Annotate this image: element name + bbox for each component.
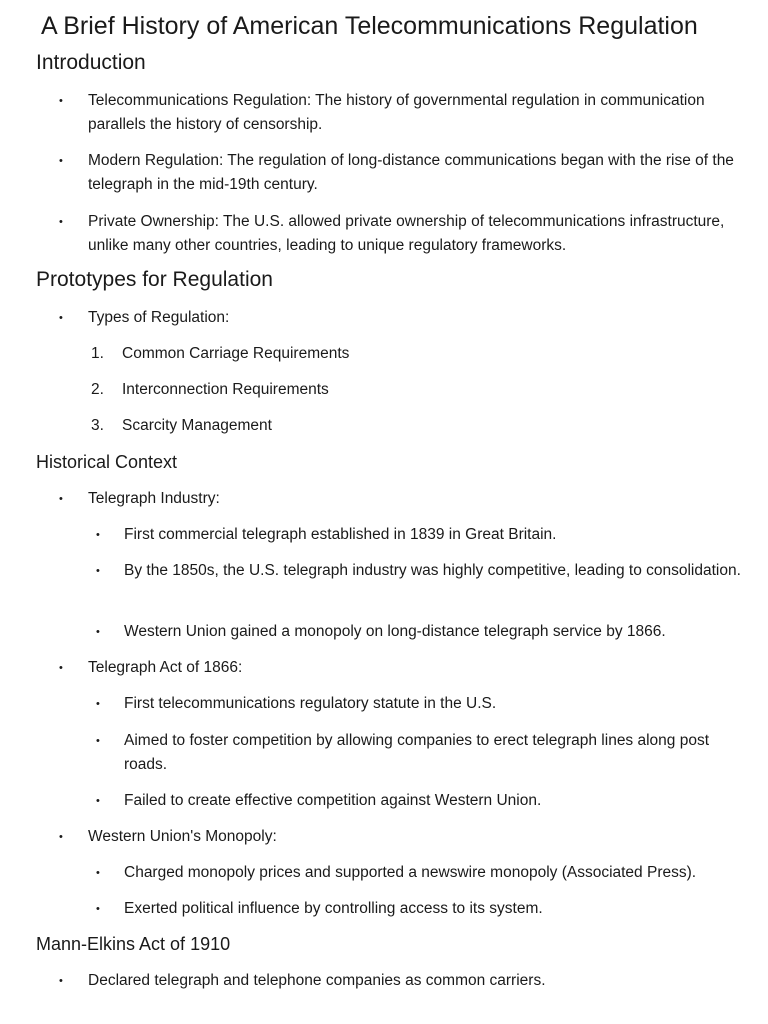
bullet-icon: • <box>59 975 63 987</box>
bullet-icon: • <box>96 529 100 541</box>
list-item: Types of Regulation: <box>88 309 230 326</box>
list-item: Telegraph Industry: <box>88 490 220 507</box>
bullet-icon: • <box>59 493 63 505</box>
list-item: Private Ownership: The U.S. allowed private ownership of telecommunications infrastructure, unlike many other countries, leading to unique regulatory frameworks. <box>88 213 725 254</box>
list-item: Telegraph Act of 1866: <box>88 659 243 676</box>
sub-list-item: Aimed to foster competition by allowing companies to erect telegraph lines along post roads. <box>124 732 710 773</box>
list-item: Telecommunications Regulation: The history of governmental regulation in communication parallels the history of censorship. <box>88 92 705 133</box>
sub-list-item: Exerted political influence by controlling access to its system. <box>124 900 543 917</box>
bullet-icon: • <box>96 795 100 807</box>
sub-list-item: By the 1850s, the U.S. telegraph industry was highly competitive, leading to consolidation. <box>124 562 741 579</box>
bullet-icon: • <box>96 698 100 710</box>
bullet-icon: • <box>59 95 63 107</box>
sub-list-item: First telecommunications regulatory statute in the U.S. <box>124 695 497 712</box>
list-number: 2. <box>91 381 104 398</box>
section-heading-prototypes: Prototypes for Regulation <box>36 268 273 291</box>
sub-list-item: Charged monopoly prices and supported a newswire monopoly (Associated Press). <box>124 864 697 881</box>
list-item: Declared telegraph and telephone companies as common carriers. <box>88 972 546 989</box>
bullet-icon: • <box>59 155 63 167</box>
numbered-item: Scarcity Management <box>122 417 272 434</box>
sub-list-item: Failed to create effective competition against Western Union. <box>124 792 542 809</box>
sub-list-item: Western Union gained a monopoly on long-distance telegraph service by 1866. <box>124 623 666 640</box>
list-item: Modern Regulation: The regulation of long-distance communications began with the rise of the telegraph in the mid-19th century. <box>88 152 734 193</box>
sub-list-item: First commercial telegraph established in 1839 in Great Britain. <box>124 526 557 543</box>
bullet-icon: • <box>59 831 63 843</box>
numbered-item: Common Carriage Requirements <box>122 345 350 362</box>
bullet-icon: • <box>96 735 100 747</box>
list-item: Western Union's Monopoly: <box>88 828 277 845</box>
document-title: A Brief History of American Telecommunications Regulation <box>41 12 698 40</box>
list-number: 3. <box>91 417 104 434</box>
bullet-icon: • <box>96 867 100 879</box>
bullet-icon: • <box>96 565 100 577</box>
list-number: 1. <box>91 345 104 362</box>
bullet-icon: • <box>59 312 63 324</box>
section-heading-introduction: Introduction <box>36 51 146 74</box>
section-heading-mann-elkins: Mann-Elkins Act of 1910 <box>36 934 231 954</box>
section-heading-historical: Historical Context <box>36 452 178 472</box>
bullet-icon: • <box>59 216 63 228</box>
numbered-item: Interconnection Requirements <box>122 381 329 398</box>
bullet-icon: • <box>59 662 63 674</box>
bullet-icon: • <box>96 903 100 915</box>
bullet-icon: • <box>96 626 100 638</box>
